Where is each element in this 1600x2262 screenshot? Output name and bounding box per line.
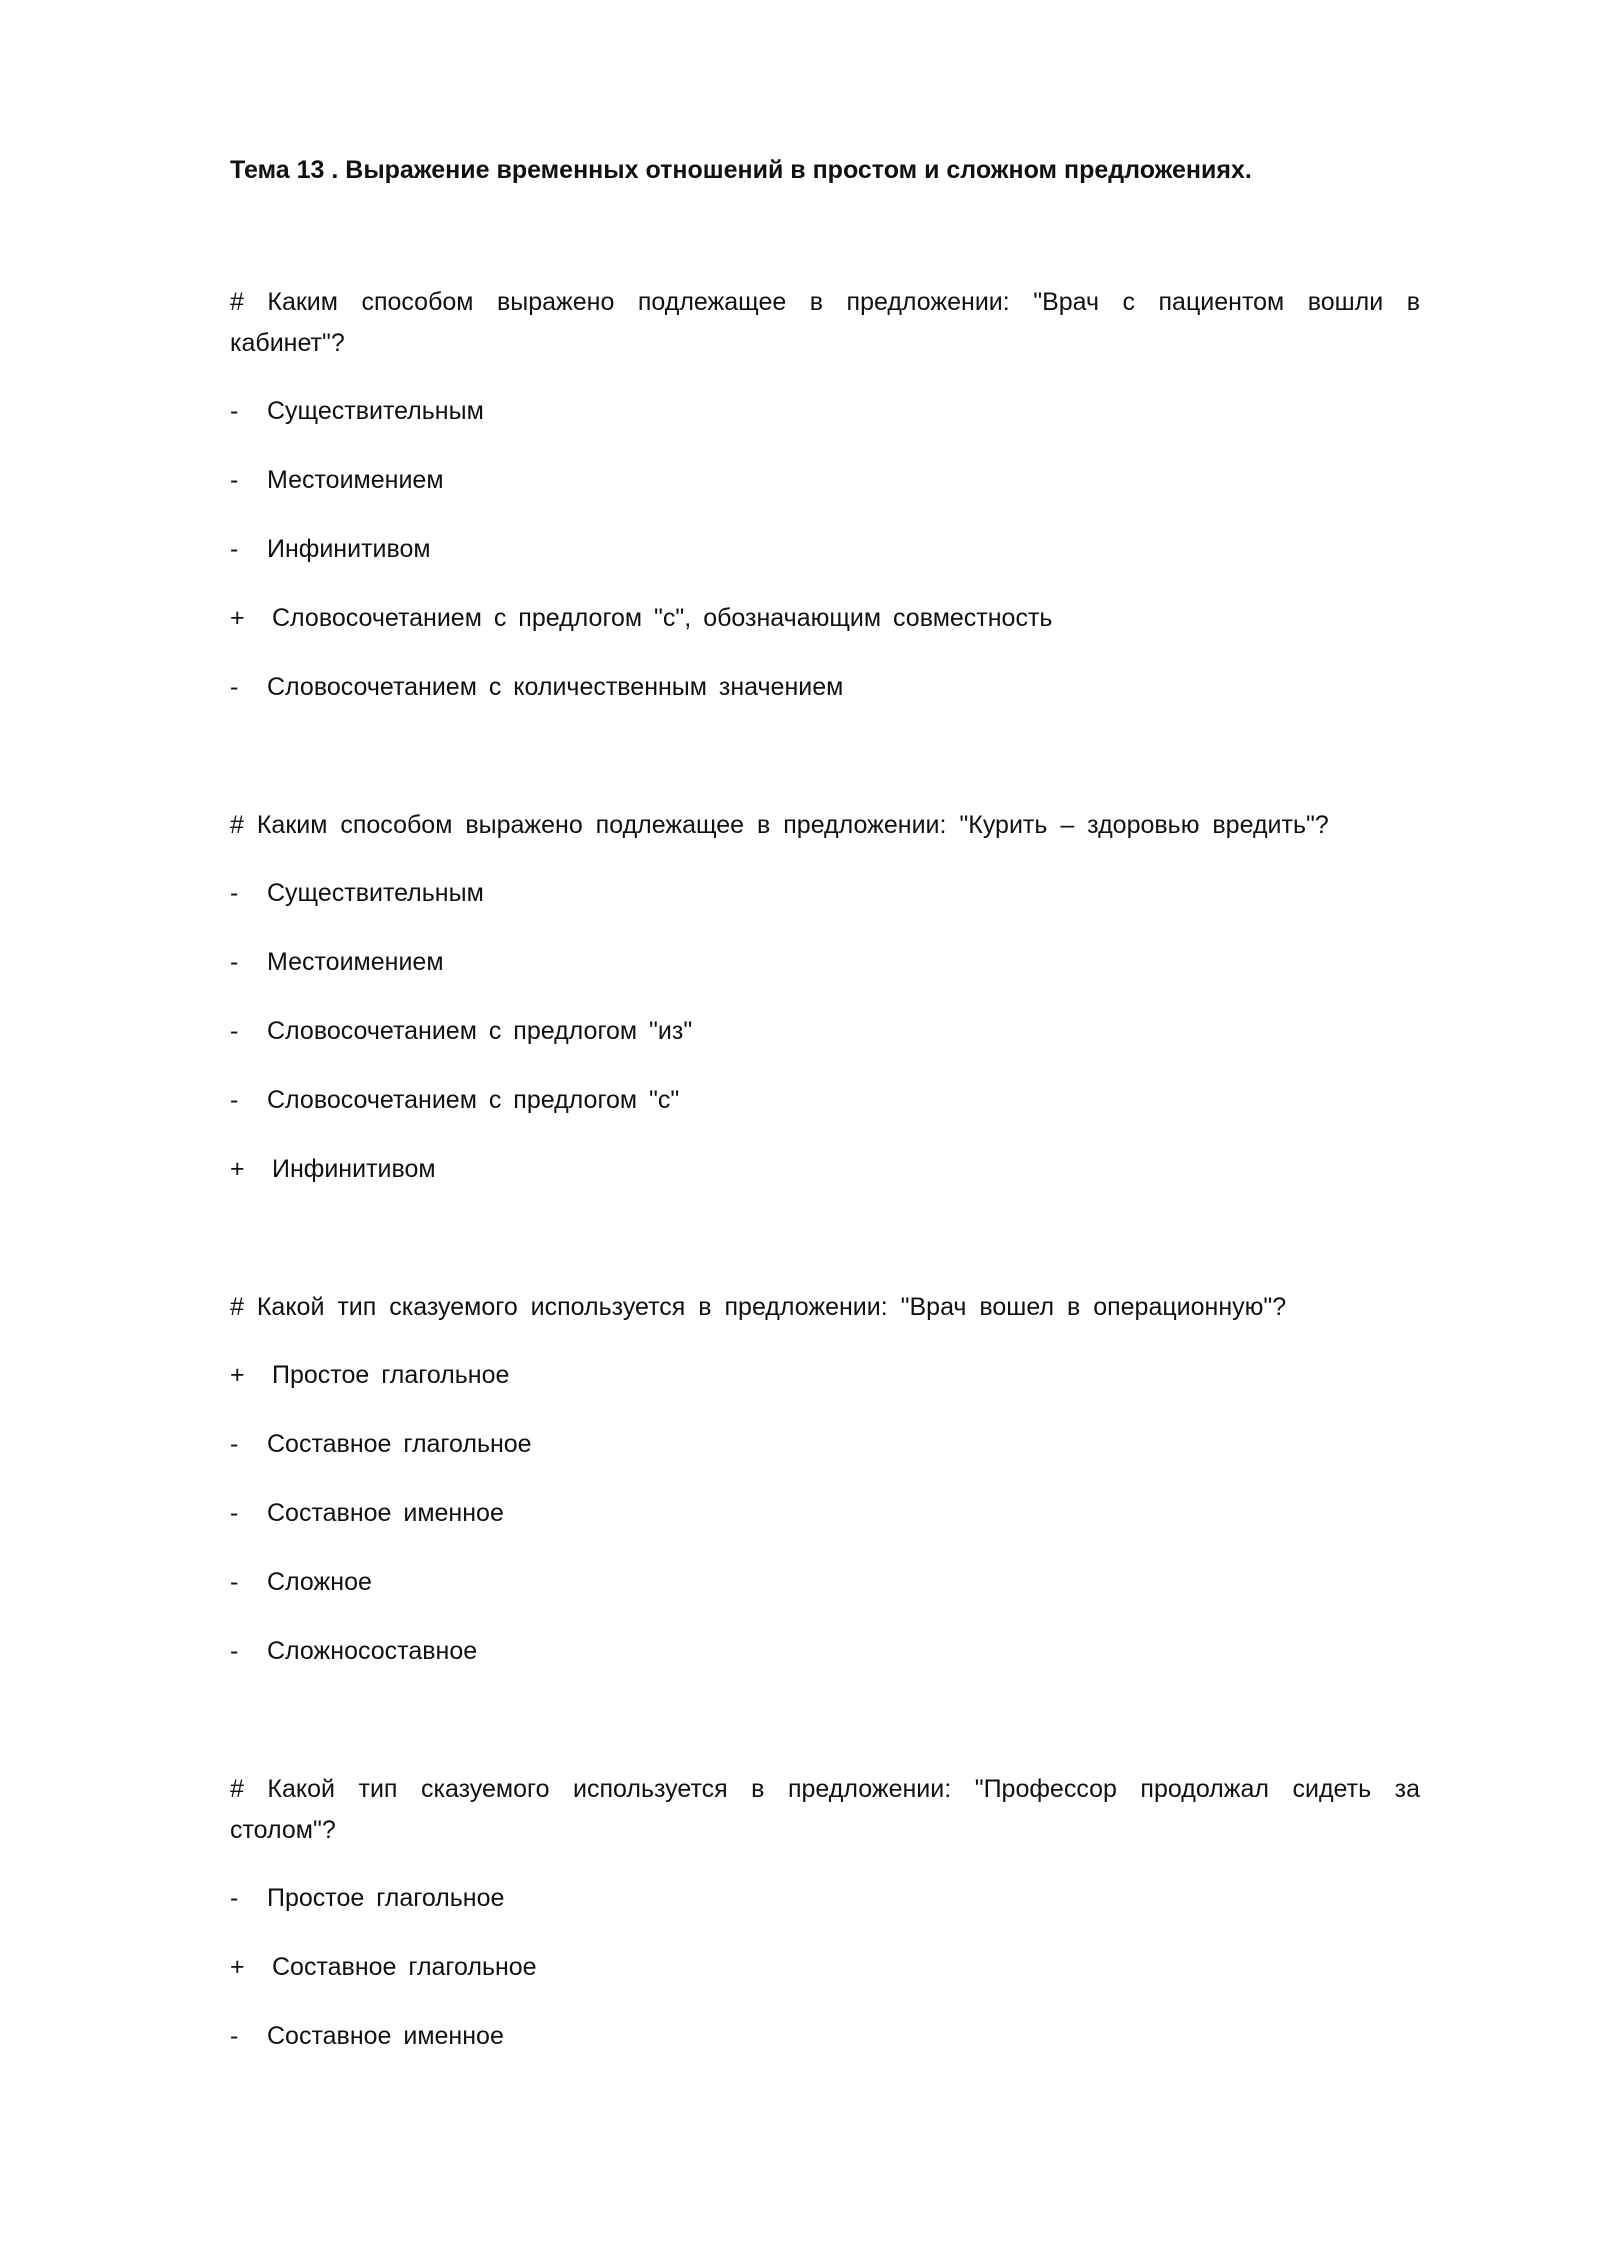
answer-marker: - xyxy=(230,1568,239,1596)
answer-option-correct xyxy=(230,1947,1420,1988)
answer-list xyxy=(230,1355,1420,1672)
question-text: # Каким способом выражено подлежащее в предложении: "Курить – здоровью вредить"? xyxy=(230,811,1329,839)
answer-option xyxy=(230,1011,1420,1052)
answer-marker: - xyxy=(230,1086,239,1114)
answer-marker: + xyxy=(230,1953,245,1981)
answer-marker: - xyxy=(230,1017,239,1045)
answer-option xyxy=(230,942,1420,983)
question-text: # Какой тип сказуемого используется в предложении: "Врач вошел в операционную"? xyxy=(230,1293,1287,1321)
answer-marker: - xyxy=(230,2022,239,2050)
answer-text: Инфинитивом xyxy=(267,535,431,563)
answer-text: Существительным xyxy=(267,397,484,425)
answer-text: Местоимением xyxy=(267,466,444,494)
document-page xyxy=(230,150,1420,2154)
answer-option-correct xyxy=(230,1355,1420,1396)
answer-text: Словосочетанием с количественным значением xyxy=(267,673,844,701)
answer-text: Простое глагольное xyxy=(272,1361,510,1389)
answer-marker: - xyxy=(230,1637,239,1665)
answer-list xyxy=(230,873,1420,1190)
answer-marker: - xyxy=(230,879,239,907)
answer-option xyxy=(230,1080,1420,1121)
answer-text: Инфинитивом xyxy=(272,1155,436,1183)
answer-option-correct xyxy=(230,1149,1420,1190)
answer-marker: - xyxy=(230,948,239,976)
answer-option xyxy=(230,1878,1420,1919)
answer-marker: - xyxy=(230,397,239,425)
answer-text: Сложносоставное xyxy=(267,1637,478,1665)
document-title: Тема 13 . Выражение временных отношений в простом и сложном предложениях. xyxy=(230,156,1252,184)
answer-option xyxy=(230,460,1420,501)
answer-option xyxy=(230,1424,1420,1465)
answer-text: Составное именное xyxy=(267,2022,504,2050)
answer-text: Составное глагольное xyxy=(272,1953,537,1981)
answer-option xyxy=(230,1562,1420,1603)
answer-option xyxy=(230,1493,1420,1534)
answer-text: Словосочетанием с предлогом "с" xyxy=(267,1086,680,1114)
answer-option xyxy=(230,1631,1420,1672)
answer-option xyxy=(230,667,1420,708)
question-block xyxy=(230,805,1420,1190)
answer-option xyxy=(230,391,1420,432)
answer-option xyxy=(230,529,1420,570)
answer-list xyxy=(230,1878,1420,2057)
answer-text: Местоимением xyxy=(267,948,444,976)
answer-marker: + xyxy=(230,1155,245,1183)
question-block xyxy=(230,282,1420,708)
question-block xyxy=(230,1769,1420,2057)
answer-option xyxy=(230,873,1420,914)
answer-option-correct xyxy=(230,598,1420,639)
answer-marker: - xyxy=(230,673,239,701)
answer-option xyxy=(230,2016,1420,2057)
answer-text: Составное глагольное xyxy=(267,1430,532,1458)
answer-list xyxy=(230,391,1420,708)
question-text: # Какой тип сказуемого используется в предложении: "Профессор продолжал сидеть за столом"? xyxy=(230,1775,1420,1844)
answer-marker: - xyxy=(230,1884,239,1912)
answer-text: Сложное xyxy=(267,1568,372,1596)
answer-marker: - xyxy=(230,535,239,563)
answer-marker: - xyxy=(230,466,239,494)
answer-text: Простое глагольное xyxy=(267,1884,505,1912)
answer-marker: + xyxy=(230,604,245,632)
answer-text: Существительным xyxy=(267,879,484,907)
answer-marker: - xyxy=(230,1499,239,1527)
answer-marker: + xyxy=(230,1361,245,1389)
question-text: # Каким способом выражено подлежащее в предложении: "Врач с пациентом вошли в кабинет"? xyxy=(230,288,1420,357)
answer-text: Словосочетанием с предлогом "с", обозначающим совместность xyxy=(272,604,1053,632)
answer-text: Словосочетанием с предлогом "из" xyxy=(267,1017,693,1045)
answer-text: Составное именное xyxy=(267,1499,504,1527)
question-block xyxy=(230,1287,1420,1672)
answer-marker: - xyxy=(230,1430,239,1458)
